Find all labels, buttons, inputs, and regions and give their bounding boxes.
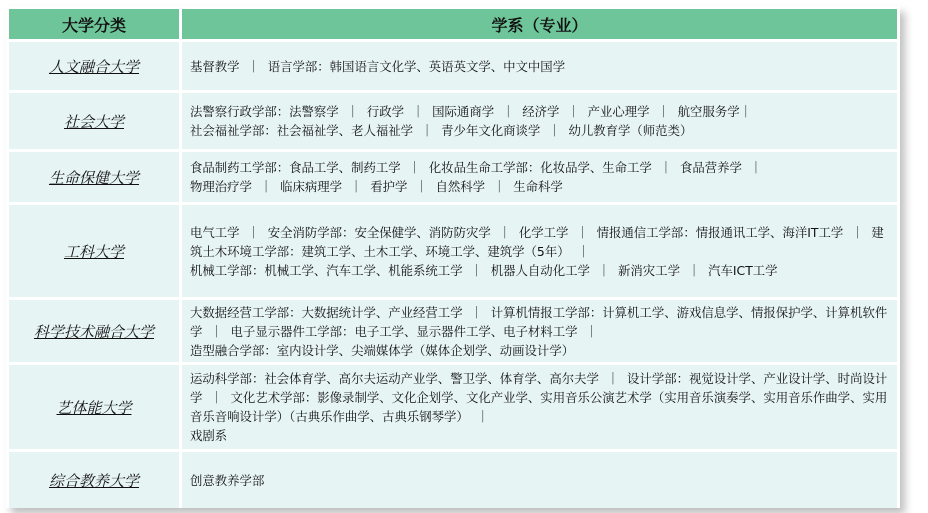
table-row: [9, 93, 897, 149]
university-major-table: [6, 6, 900, 511]
row-majors: 电气工学 ｜ 安全消防学部：安全保健学、消防防灾学 ｜ 化学工学 ｜ 情报通信工学部：情报通讯工学、海洋IT工学 ｜ 建筑土木环境工学部：建筑工学、土木工学、环境工学、建筑学（5年） ｜ 机械工学部：机械工学、汽车工学、机能系统工学 ｜ 机器人自动化工学 ｜ 新消灾工学 ｜ 汽车ICT工学: [182, 205, 897, 297]
university-major-table-frame: [6, 6, 900, 508]
row-category: 艺体能大学: [9, 365, 179, 449]
table-row: [9, 152, 897, 202]
table-header-row: [9, 9, 897, 39]
row-majors: 运动科学部：社会体育学、高尔夫运动产业学、警卫学、体育学、高尔夫学 ｜ 设计学部：视觉设计学、产业设计学、时尚设计学 ｜ 文化艺术学部：影像录制学、文化企划学、文化产业学、实用音乐公演艺术学（实用音乐演奏学、实用音乐作曲学、实用音乐音响设计学）（古典乐作曲学、古典乐钢琴学） ｜ 戏剧系: [182, 365, 897, 449]
header-major: 学系（专业）: [182, 9, 897, 39]
row-category: 社会大学: [9, 93, 179, 149]
table-row: [9, 452, 897, 508]
row-majors: 基督教学 ｜ 语言学部：韩国语言文化学、英语英文学、中文中国学: [182, 42, 897, 90]
table-row: [9, 365, 897, 449]
row-majors: 大数据经营工学部：大数据统计学、产业经营工学 ｜ 计算机情报工学部：计算机工学、游戏信息学、情报保护学、计算机软件学 ｜ 电子显示器件工学部：电子工学、显示器件工学、电子材料工学 ｜ 造型融合学部：室内设计学、尖端媒体学（媒体企划学、动画设计学）: [182, 300, 897, 362]
row-category: 综合教养大学: [9, 452, 179, 508]
row-majors: 创意教养学部: [182, 452, 897, 508]
table-row: [9, 42, 897, 90]
table-row: [9, 300, 897, 362]
row-category: 科学技术融合大学: [9, 300, 179, 362]
row-majors: 食品制药工学部：食品工学、制药工学 ｜ 化妆品生命工学部：化妆品学、生命工学 ｜ 食品营养学 ｜ 物理治疗学 ｜ 临床病理学 ｜ 看护学 ｜ 自然科学 ｜ 生命科学: [182, 152, 897, 202]
header-category: 大学分类: [9, 9, 179, 39]
table-row: [9, 205, 897, 297]
row-category: 生命保健大学: [9, 152, 179, 202]
row-category: 工科大学: [9, 205, 179, 297]
row-category: 人文融合大学: [9, 42, 179, 90]
row-majors: 法警察行政学部：法警察学 ｜ 行政学 ｜ 国际通商学 ｜ 经济学 ｜ 产业心理学 ｜ 航空服务学｜ 社会福祉学部：社会福祉学、老人福祉学 ｜ 青少年文化商谈学 ｜ 幼儿教育学（师范类）: [182, 93, 897, 149]
